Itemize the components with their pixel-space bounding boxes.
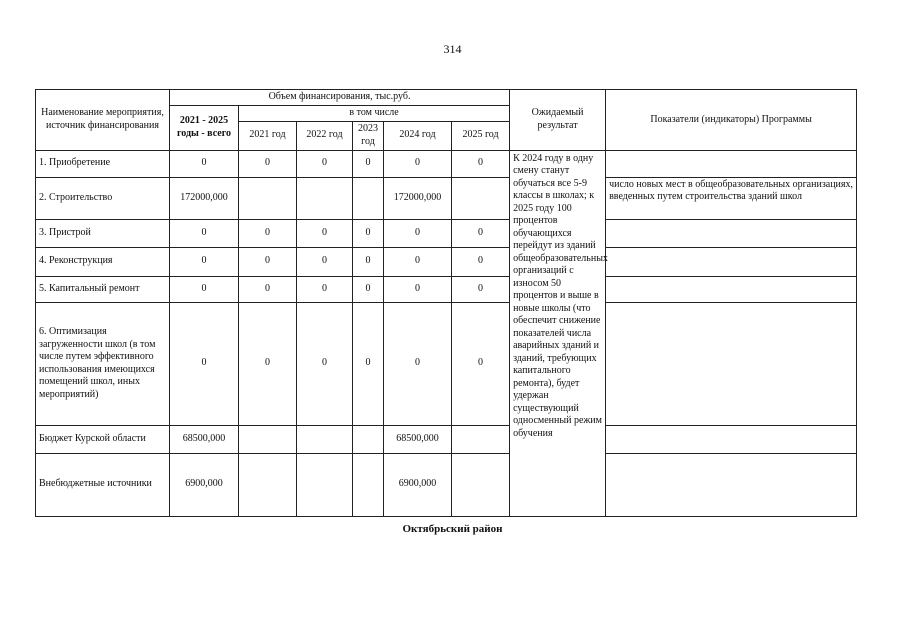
expected-result-cell: К 2024 году в одну смену станут обучаться все 5-9 классы в школах; к 2025 году 100 процентов обучающихся перейдут из зданий общеобразовательных организаций с износом 50 процентов и выше в новые школы (что обеспечит снижение показателей числа аварийных зданий и зданий, требующих капитального ремонта), будет удержан существующий односменный режим обучения	[510, 150, 606, 516]
financing-table	[35, 89, 857, 517]
y2021-cell	[239, 177, 297, 219]
y2025-cell: 0	[452, 247, 510, 276]
volume-header: Объем финансирования, тыс.руб.	[170, 90, 510, 106]
y2022-cell	[297, 425, 353, 453]
total-cell: 0	[170, 219, 239, 247]
y2021-cell	[239, 425, 297, 453]
y2025-cell	[452, 425, 510, 453]
y2025-cell: 0	[452, 302, 510, 425]
table-row	[36, 276, 857, 302]
district-heading: Октябрьский район	[402, 523, 503, 535]
result-column-header: Ожидаемый результат	[510, 90, 606, 151]
y2022-cell	[297, 177, 353, 219]
y2024-cell: 6900,000	[384, 453, 452, 516]
y2021-cell: 0	[239, 276, 297, 302]
total-cell: 6900,000	[170, 453, 239, 516]
table-row	[36, 302, 857, 425]
indicator-cell: число новых мест в общеобразовательных организациях, введенных путем строительства зданий школ	[606, 177, 857, 219]
y2024-cell: 0	[384, 276, 452, 302]
row-label: 5. Капитальный ремонт	[36, 276, 170, 302]
row-label: 3. Пристрой	[36, 219, 170, 247]
total-cell: 0	[170, 247, 239, 276]
y2023-cell: 0	[353, 150, 384, 177]
indicator-cell	[606, 302, 857, 425]
y2022-cell: 0	[297, 302, 353, 425]
y2024-cell: 0	[384, 247, 452, 276]
y2023-cell	[353, 177, 384, 219]
table-row	[36, 453, 857, 516]
row-label: 4. Реконструкция	[36, 247, 170, 276]
indicators-column-header: Показатели (индикаторы) Программы	[606, 90, 857, 151]
indicator-cell	[606, 425, 857, 453]
indicator-cell	[606, 219, 857, 247]
y2025-cell	[452, 453, 510, 516]
row-label: Бюджет Курской области	[36, 425, 170, 453]
table-row	[36, 425, 857, 453]
indicator-cell	[606, 276, 857, 302]
y2022-cell	[297, 453, 353, 516]
y2021-cell: 0	[239, 150, 297, 177]
total-cell: 0	[170, 276, 239, 302]
including-header: в том числе	[239, 106, 510, 122]
y2022-cell: 0	[297, 247, 353, 276]
y2021-cell: 0	[239, 219, 297, 247]
name-column-header: Наименование мероприятия, источник финансирования	[36, 90, 170, 151]
total-cell: 0	[170, 302, 239, 425]
year-2023-header: 2023 год	[353, 121, 384, 150]
row-label: 6. Оптимизация загруженности школ (в том числе путем эффективного использования имеющихся помещений школ, иных мероприятий)	[36, 302, 170, 425]
total-cell: 172000,000	[170, 177, 239, 219]
row-label: Внебюджетные источники	[36, 453, 170, 516]
y2025-cell: 0	[452, 276, 510, 302]
total-cell: 0	[170, 150, 239, 177]
y2024-cell: 0	[384, 219, 452, 247]
row-label: 2. Строительство	[36, 177, 170, 219]
y2023-cell: 0	[353, 276, 384, 302]
year-2024-header: 2024 год	[384, 121, 452, 150]
year-2022-header: 2022 год	[297, 121, 353, 150]
year-2021-header: 2021 год	[239, 121, 297, 150]
y2023-cell: 0	[353, 302, 384, 425]
y2025-cell	[452, 177, 510, 219]
y2023-cell	[353, 425, 384, 453]
indicator-cell	[606, 150, 857, 177]
table-row	[36, 219, 857, 247]
table-row	[36, 150, 857, 177]
row-label: 1. Приобретение	[36, 150, 170, 177]
total-cell: 68500,000	[170, 425, 239, 453]
total-column-header: 2021 - 2025 годы - всего	[170, 106, 239, 151]
y2022-cell: 0	[297, 150, 353, 177]
y2025-cell: 0	[452, 219, 510, 247]
y2023-cell: 0	[353, 247, 384, 276]
y2024-cell: 0	[384, 150, 452, 177]
y2023-cell: 0	[353, 219, 384, 247]
y2024-cell: 68500,000	[384, 425, 452, 453]
y2025-cell: 0	[452, 150, 510, 177]
table-row	[36, 177, 857, 219]
y2021-cell	[239, 453, 297, 516]
table-row	[36, 247, 857, 276]
indicator-cell	[606, 247, 857, 276]
y2024-cell: 172000,000	[384, 177, 452, 219]
y2024-cell: 0	[384, 302, 452, 425]
indicator-cell	[606, 453, 857, 516]
y2021-cell: 0	[239, 302, 297, 425]
y2022-cell: 0	[297, 219, 353, 247]
y2022-cell: 0	[297, 276, 353, 302]
y2021-cell: 0	[239, 247, 297, 276]
y2023-cell	[353, 453, 384, 516]
page-number: 314	[443, 42, 462, 56]
year-2025-header: 2025 год	[452, 121, 510, 150]
